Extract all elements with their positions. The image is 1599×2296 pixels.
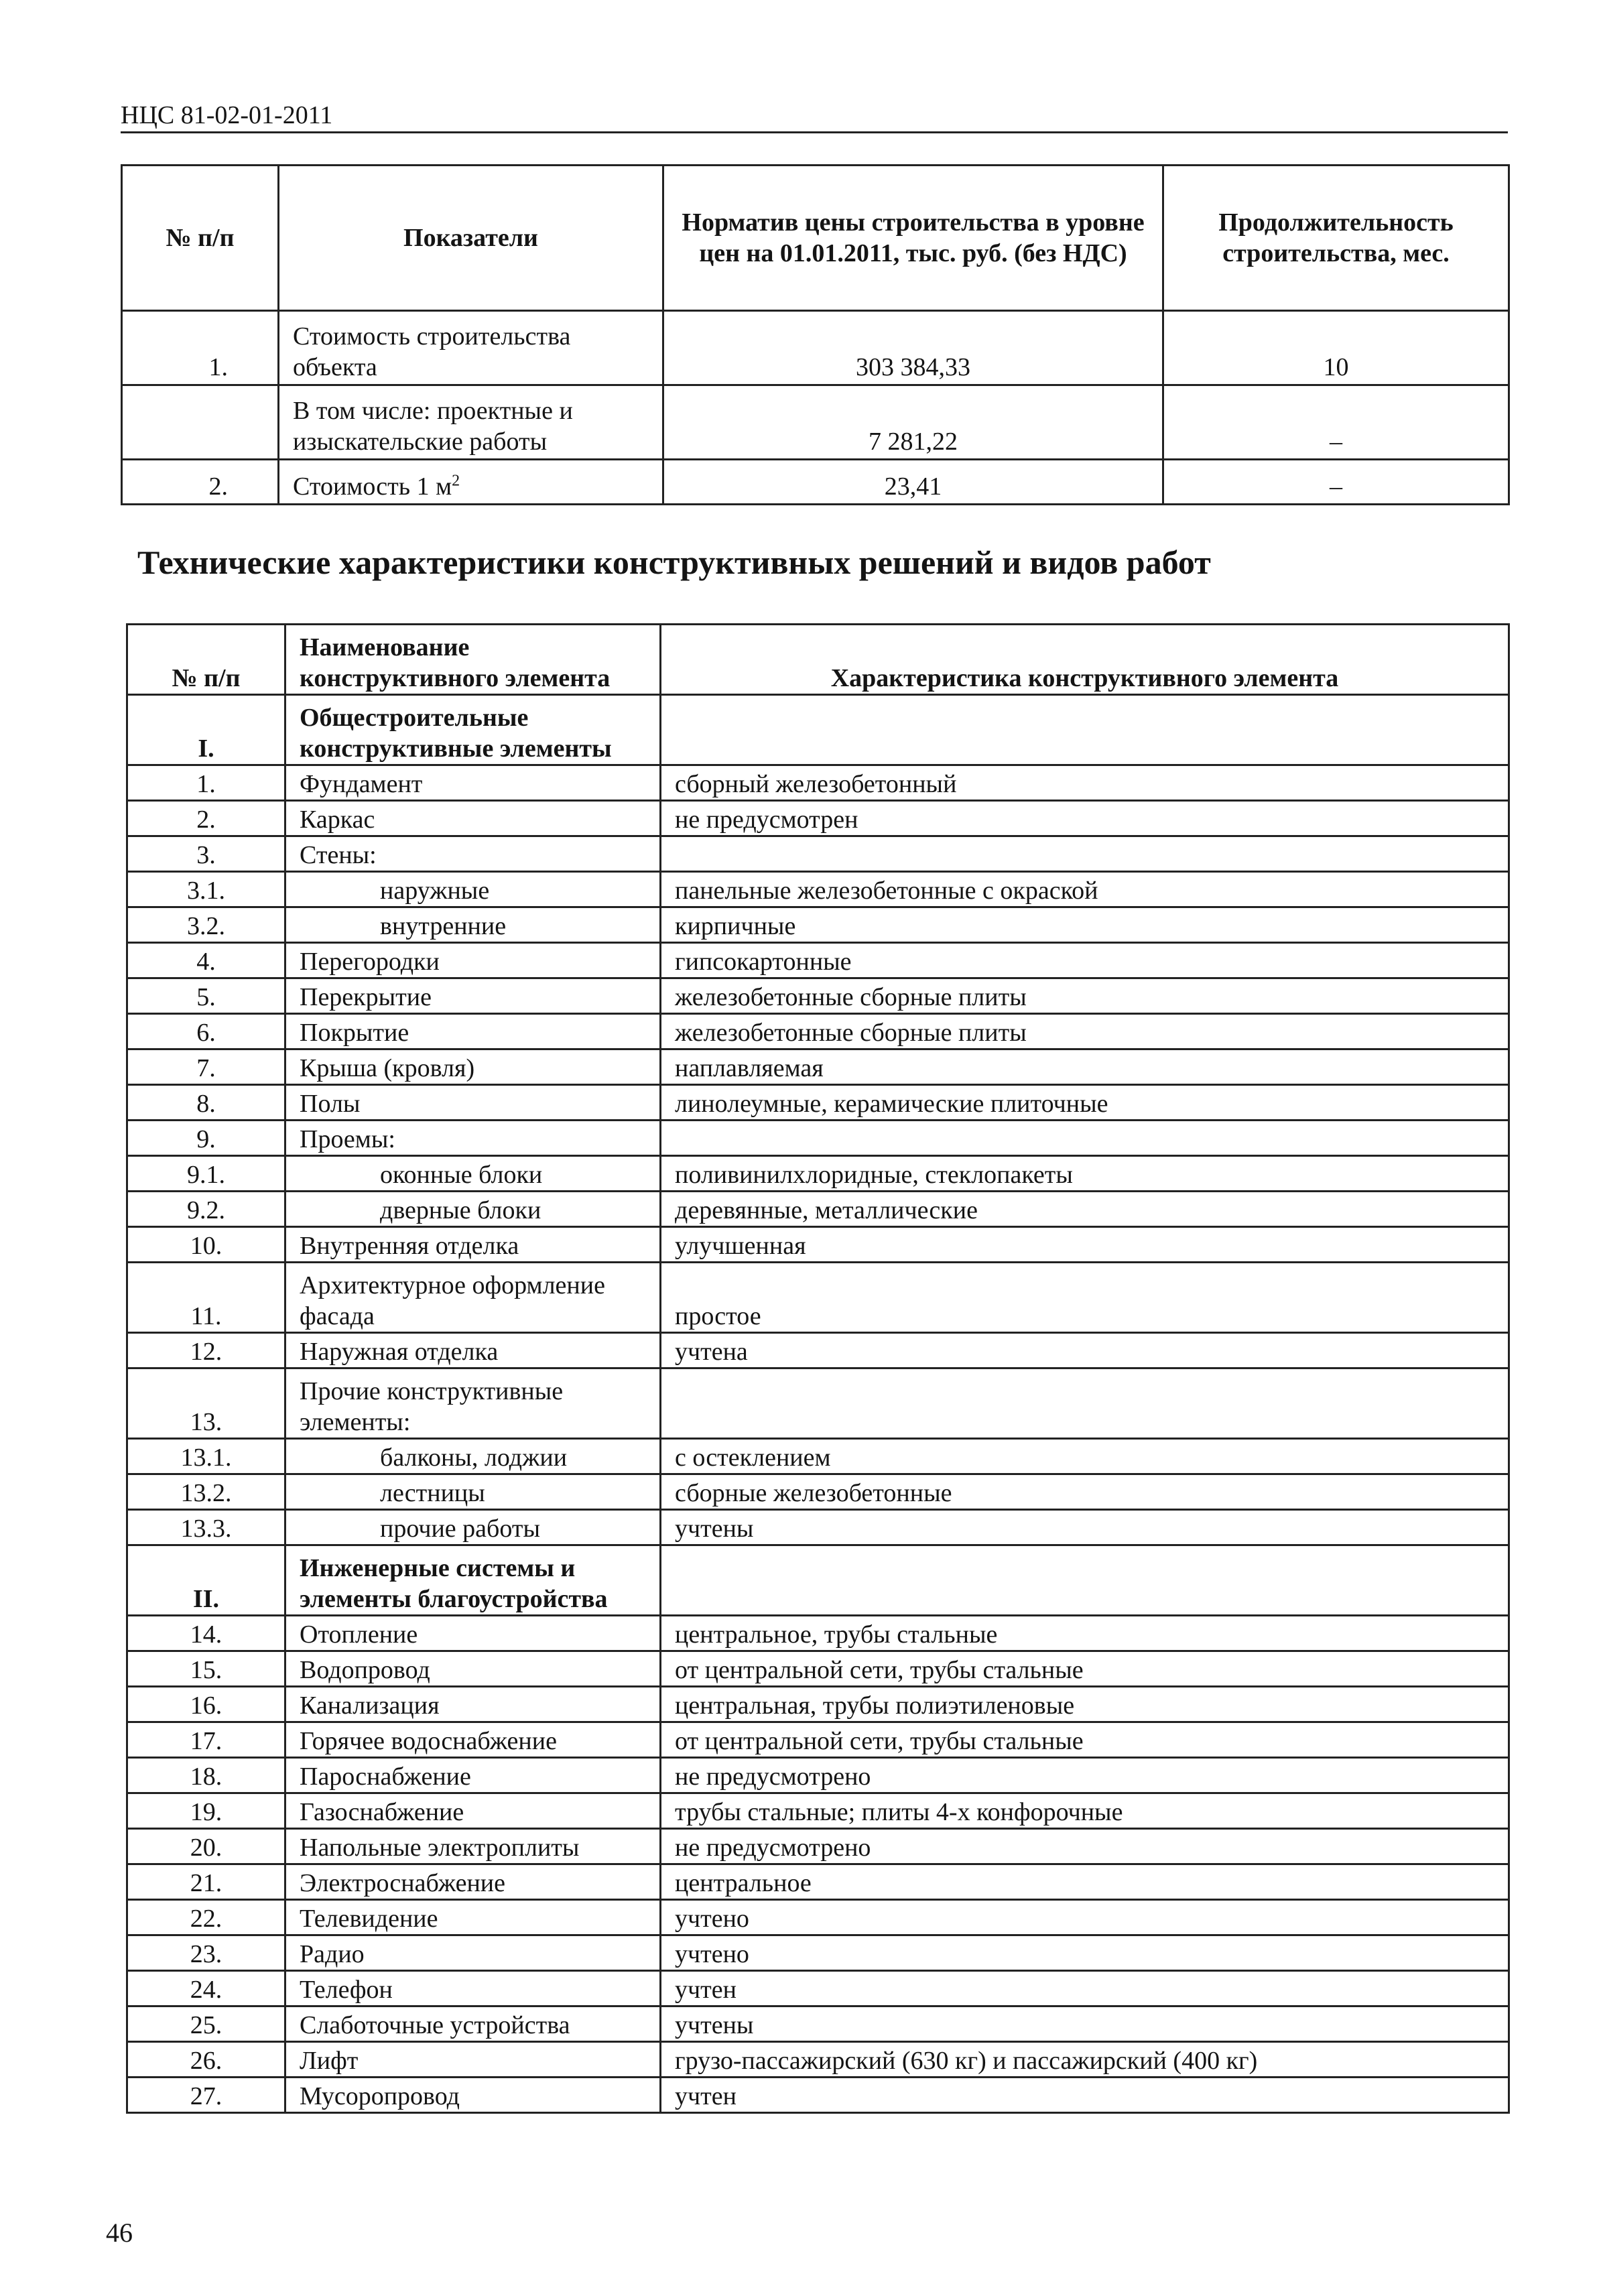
cost-header-indicator: Показатели	[279, 166, 663, 311]
spec-row-characteristic: учтен	[661, 1971, 1509, 2006]
spec-row-num: 13.	[127, 1368, 285, 1439]
spec-row-characteristic: улучшенная	[661, 1227, 1509, 1263]
spec-row-characteristic	[661, 695, 1509, 765]
spec-section-row	[127, 1545, 1509, 1616]
spec-row-num: 5.	[127, 978, 285, 1014]
spec-row-num: 20.	[127, 1829, 285, 1864]
spec-row-num: 4.	[127, 943, 285, 978]
spec-row-num: 14.	[127, 1616, 285, 1651]
spec-row-characteristic: наплавляемая	[661, 1049, 1509, 1085]
spec-row-name: балконы, лоджии	[285, 1439, 661, 1474]
cost-row-num: 1.	[122, 311, 279, 385]
spec-row-characteristic: центральное, трубы стальные	[661, 1616, 1509, 1651]
cost-header-num: № п/п	[122, 166, 279, 311]
spec-row-name: дверные блоки	[285, 1192, 661, 1227]
document-code: НЦС 81-02-01-2011	[121, 101, 333, 129]
spec-row-name: Пароснабжение	[285, 1758, 661, 1793]
spec-table-row	[127, 872, 1509, 907]
spec-row-name: Архитектурное оформление фасада	[285, 1263, 661, 1333]
spec-row-name: прочие работы	[285, 1510, 661, 1545]
spec-table-row	[127, 1616, 1509, 1651]
cost-table	[121, 164, 1510, 505]
spec-row-num: 13.3.	[127, 1510, 285, 1545]
spec-table-row	[127, 1864, 1509, 1900]
spec-table-row	[127, 1971, 1509, 2006]
cost-header-duration: Продолжительность строительства, мес.	[1163, 166, 1509, 311]
spec-row-name: Газоснабжение	[285, 1793, 661, 1829]
spec-row-num: 22.	[127, 1900, 285, 1935]
spec-row-num: 17.	[127, 1722, 285, 1758]
cost-header-price-norm: Норматив цены строительства в уровне цен на 01.01.2011, тыс. руб. (без НДС)	[663, 166, 1163, 311]
spec-row-name: Перегородки	[285, 943, 661, 978]
cost-row-duration: –	[1163, 385, 1509, 460]
spec-row-characteristic: поливинилхлоридные, стеклопакеты	[661, 1156, 1509, 1192]
spec-table-row	[127, 1263, 1509, 1333]
spec-row-characteristic: от центральной сети, трубы стальные	[661, 1651, 1509, 1687]
spec-row-num: 18.	[127, 1758, 285, 1793]
cost-row-price: 23,41	[663, 460, 1163, 505]
spec-row-characteristic: деревянные, металлические	[661, 1192, 1509, 1227]
spec-table-row	[127, 1439, 1509, 1474]
spec-row-num: 13.2.	[127, 1474, 285, 1510]
spec-row-num: 11.	[127, 1263, 285, 1333]
spec-row-num: 15.	[127, 1651, 285, 1687]
spec-row-characteristic: учтены	[661, 1510, 1509, 1545]
spec-table-row	[127, 1121, 1509, 1156]
spec-row-num: I.	[127, 695, 285, 765]
spec-row-num: 9.2.	[127, 1192, 285, 1227]
spec-table-row	[127, 1333, 1509, 1368]
spec-header-characteristic: Характеристика конструктивного элемента	[661, 625, 1509, 695]
spec-row-num: 6.	[127, 1014, 285, 1049]
spec-row-characteristic	[661, 1545, 1509, 1616]
spec-row-characteristic: кирпичные	[661, 907, 1509, 943]
spec-table-row	[127, 1829, 1509, 1864]
spec-row-name: внутренние	[285, 907, 661, 943]
spec-table-row	[127, 943, 1509, 978]
spec-table	[126, 623, 1510, 2114]
spec-row-characteristic: трубы стальные; плиты 4-х конфорочные	[661, 1793, 1509, 1829]
spec-row-name: Общестроительные конструктивные элементы	[285, 695, 661, 765]
spec-row-num: 3.1.	[127, 872, 285, 907]
spec-row-num: 24.	[127, 1971, 285, 2006]
spec-row-name: лестницы	[285, 1474, 661, 1510]
spec-row-name: Лифт	[285, 2042, 661, 2078]
spec-row-name: Телефон	[285, 1971, 661, 2006]
cost-row-indicator-text: Стоимость 1 м	[293, 472, 452, 501]
spec-row-name: Прочие конструктивные элементы:	[285, 1368, 661, 1439]
spec-row-characteristic: с остеклением	[661, 1439, 1509, 1474]
spec-row-name: Горячее водоснабжение	[285, 1722, 661, 1758]
spec-row-num: II.	[127, 1545, 285, 1616]
spec-table-row	[127, 1510, 1509, 1545]
spec-header-num: № п/п	[127, 625, 285, 695]
spec-row-num: 3.	[127, 836, 285, 872]
header-rule	[121, 131, 1508, 133]
spec-row-num: 26.	[127, 2042, 285, 2078]
spec-row-num: 3.2.	[127, 907, 285, 943]
spec-table-row	[127, 1049, 1509, 1085]
spec-table-row	[127, 1758, 1509, 1793]
cost-table-row	[122, 311, 1509, 385]
spec-row-num: 12.	[127, 1333, 285, 1368]
spec-table-row	[127, 1793, 1509, 1829]
spec-row-characteristic: грузо-пассажирский (630 кг) и пассажирский (400 кг)	[661, 2042, 1509, 2078]
cost-row-indicator	[279, 460, 663, 505]
spec-header-name: Наименование конструктивного элемента	[285, 625, 661, 695]
spec-table-row	[127, 2042, 1509, 2078]
spec-table-row	[127, 1722, 1509, 1758]
spec-table-row	[127, 1227, 1509, 1263]
cost-row-num: 2.	[122, 460, 279, 505]
spec-table-row	[127, 1192, 1509, 1227]
spec-row-num: 13.1.	[127, 1439, 285, 1474]
cost-table-row	[122, 460, 1509, 505]
spec-row-characteristic: от центральной сети, трубы стальные	[661, 1722, 1509, 1758]
square-superscript: 2	[452, 472, 460, 490]
spec-table-row	[127, 836, 1509, 872]
spec-row-characteristic: не предусмотрен	[661, 801, 1509, 836]
spec-row-num: 16.	[127, 1687, 285, 1722]
spec-row-name: Напольные электроплиты	[285, 1829, 661, 1864]
spec-table-header-row	[127, 625, 1509, 695]
spec-row-num: 25.	[127, 2006, 285, 2042]
spec-row-name: Водопровод	[285, 1651, 661, 1687]
spec-row-characteristic: железобетонные сборные плиты	[661, 1014, 1509, 1049]
spec-row-name: Покрытие	[285, 1014, 661, 1049]
spec-row-characteristic: сборный железобетонный	[661, 765, 1509, 801]
section-title: Технические характеристики конструктивных решений и видов работ	[137, 544, 1211, 581]
spec-table-row	[127, 1368, 1509, 1439]
spec-row-name: Перекрытие	[285, 978, 661, 1014]
spec-row-characteristic: не предусмотрено	[661, 1829, 1509, 1864]
spec-table-row	[127, 1014, 1509, 1049]
spec-table-row	[127, 1935, 1509, 1971]
spec-row-name: Наружная отделка	[285, 1333, 661, 1368]
spec-row-characteristic: линолеумные, керамические плиточные	[661, 1085, 1509, 1121]
spec-table-row	[127, 2078, 1509, 2113]
spec-table-row	[127, 765, 1509, 801]
spec-row-name: наружные	[285, 872, 661, 907]
spec-table-row	[127, 907, 1509, 943]
spec-row-num: 21.	[127, 1864, 285, 1900]
cost-row-price: 303 384,33	[663, 311, 1163, 385]
spec-row-name: Фундамент	[285, 765, 661, 801]
spec-table-row	[127, 2006, 1509, 2042]
spec-row-name: Проемы:	[285, 1121, 661, 1156]
cost-row-duration: –	[1163, 460, 1509, 505]
cost-row-indicator: В том числе: проектные и изыскательские работы	[279, 385, 663, 460]
spec-row-name: Отопление	[285, 1616, 661, 1651]
cost-row-duration: 10	[1163, 311, 1509, 385]
spec-row-name: Внутренняя отделка	[285, 1227, 661, 1263]
spec-row-num: 1.	[127, 765, 285, 801]
spec-row-name: оконные блоки	[285, 1156, 661, 1192]
spec-row-characteristic: сборные железобетонные	[661, 1474, 1509, 1510]
page-number: 46	[106, 2218, 133, 2248]
spec-row-num: 27.	[127, 2078, 285, 2113]
spec-table-row	[127, 1900, 1509, 1935]
cost-table-header-row	[122, 166, 1509, 311]
spec-table-row	[127, 1651, 1509, 1687]
spec-row-name: Полы	[285, 1085, 661, 1121]
spec-row-num: 9.	[127, 1121, 285, 1156]
spec-row-characteristic	[661, 1368, 1509, 1439]
spec-row-characteristic: учтена	[661, 1333, 1509, 1368]
spec-row-characteristic: железобетонные сборные плиты	[661, 978, 1509, 1014]
spec-section-row	[127, 695, 1509, 765]
spec-row-characteristic: центральное	[661, 1864, 1509, 1900]
spec-row-name: Крыша (кровля)	[285, 1049, 661, 1085]
spec-row-num: 7.	[127, 1049, 285, 1085]
spec-row-num: 9.1.	[127, 1156, 285, 1192]
spec-table-row	[127, 1085, 1509, 1121]
spec-row-characteristic: учтены	[661, 2006, 1509, 2042]
spec-row-name: Стены:	[285, 836, 661, 872]
cost-row-num	[122, 385, 279, 460]
spec-row-num: 2.	[127, 801, 285, 836]
spec-row-characteristic: центральная, трубы полиэтиленовые	[661, 1687, 1509, 1722]
spec-row-num: 23.	[127, 1935, 285, 1971]
spec-row-name: Каркас	[285, 801, 661, 836]
spec-row-name: Радио	[285, 1935, 661, 1971]
spec-table-row	[127, 978, 1509, 1014]
spec-row-characteristic: простое	[661, 1263, 1509, 1333]
spec-row-name: Электроснабжение	[285, 1864, 661, 1900]
spec-row-characteristic: учтен	[661, 2078, 1509, 2113]
cost-table-row	[122, 385, 1509, 460]
cost-row-price: 7 281,22	[663, 385, 1163, 460]
spec-table-row	[127, 1474, 1509, 1510]
spec-table-row	[127, 1156, 1509, 1192]
spec-row-name: Мусоропровод	[285, 2078, 661, 2113]
cost-row-indicator: Стоимость строительства объекта	[279, 311, 663, 385]
spec-row-characteristic: панельные железобетонные с окраской	[661, 872, 1509, 907]
spec-row-name: Канализация	[285, 1687, 661, 1722]
spec-row-characteristic: не предусмотрено	[661, 1758, 1509, 1793]
spec-row-characteristic	[661, 1121, 1509, 1156]
spec-row-characteristic: гипсокартонные	[661, 943, 1509, 978]
spec-row-name: Инженерные системы и элементы благоустройства	[285, 1545, 661, 1616]
spec-table-row	[127, 1687, 1509, 1722]
spec-row-num: 19.	[127, 1793, 285, 1829]
spec-row-name: Слаботочные устройства	[285, 2006, 661, 2042]
spec-row-characteristic	[661, 836, 1509, 872]
spec-row-num: 10.	[127, 1227, 285, 1263]
spec-table-row	[127, 801, 1509, 836]
spec-row-num: 8.	[127, 1085, 285, 1121]
spec-row-characteristic: учтено	[661, 1900, 1509, 1935]
spec-row-name: Телевидение	[285, 1900, 661, 1935]
spec-row-characteristic: учтено	[661, 1935, 1509, 1971]
